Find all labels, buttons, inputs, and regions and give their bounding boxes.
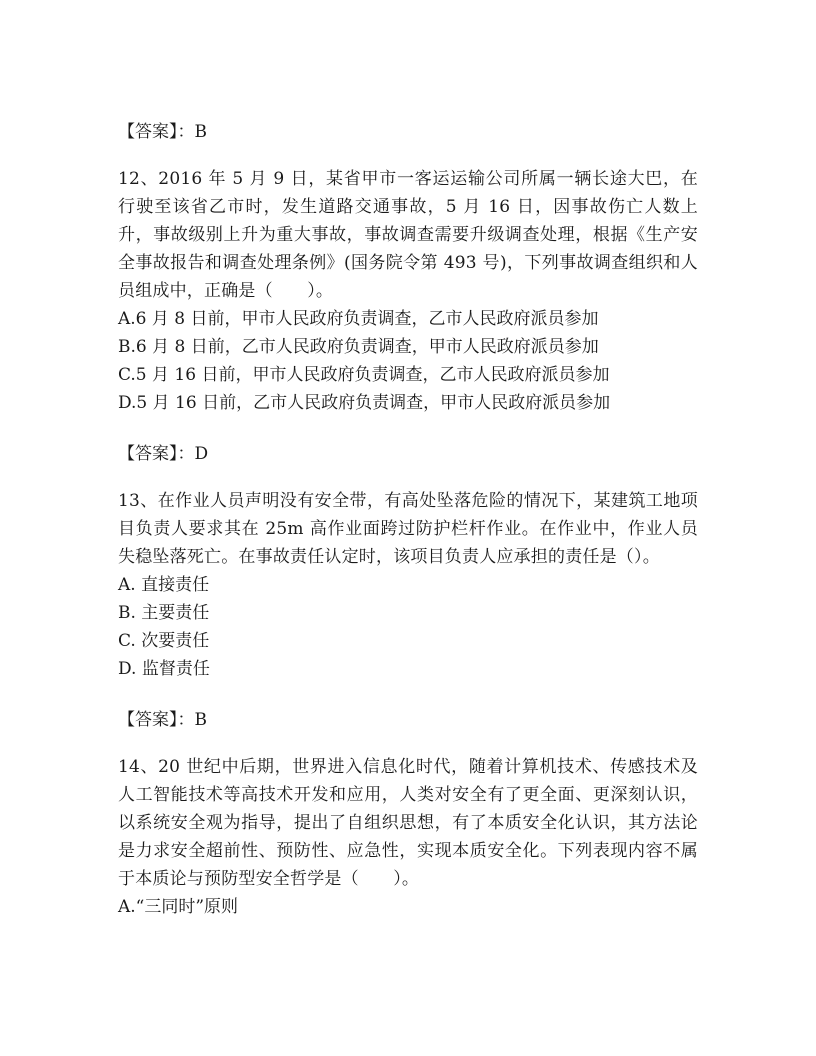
spacer — [118, 683, 698, 706]
question-14-text: 14、20 世纪中后期，世界进入信息化时代，随着计算机技术、传感技术及人工智能技术等高技术开发和应用，人类对安全有了更全面、更深刻认识，以系统安全观为指导，提出了自组织思想，有了本质安全化认识，其方法论是力求安全超前性、预防性、应急性，实现本质安全化。下列表现内容不属于本质论与预防型安全哲学是（ ）。 — [118, 757, 698, 889]
spacer — [118, 146, 698, 165]
option-a: A.“三同时”原则 — [118, 897, 239, 917]
option-a: A.6 月 8 日前，甲市人民政府负责调查，乙市人民政府派员参加 — [118, 309, 599, 329]
option-d: D.5 月 16 日前，乙市人民政府负责调查，甲市人民政府派员参加 — [118, 393, 611, 413]
answer-line: 【答案】：D — [118, 444, 209, 464]
question-12-text: 12、2016 年 5 月 9 日，某省甲市一客运运输公司所属一辆长途大巴，在行驶至该省乙市时，发生道路交通事故，5 月 16 日，因事故伤亡人数上升，事故级别上升为重大事故，事故调查需要升级调查处理，根据《生产安全事故报告和调查处理条例》(国务院令第 493 号)，下列事故调查组织和人员组成中，正确是（ ）。 — [118, 169, 698, 301]
spacer — [118, 417, 698, 440]
answer-line: 【答案】：B — [118, 122, 207, 142]
option-a: A. 直接责任 — [118, 575, 210, 595]
question-13-text: 13、在作业人员声明没有安全带，有高处坠落危险的情况下，某建筑工地项目负责人要求其在 25m 高作业面跨过防护栏杆作业。在作业中，作业人员失稳坠落死亡。在事故责任认定时，该项目负责人应承担的责任是（）。 — [118, 491, 698, 567]
option-c: C. 次要责任 — [118, 631, 210, 651]
spacer — [118, 468, 698, 487]
spacer — [118, 734, 698, 753]
option-d: D. 监督责任 — [118, 659, 210, 679]
document-page — [118, 118, 698, 921]
option-b: B. 主要责任 — [118, 603, 210, 623]
option-c: C.5 月 16 日前，甲市人民政府负责调查，乙市人民政府派员参加 — [118, 365, 610, 385]
answer-line: 【答案】：B — [118, 710, 207, 730]
option-b: B.6 月 8 日前，乙市人民政府负责调查，甲市人民政府派员参加 — [118, 337, 599, 357]
